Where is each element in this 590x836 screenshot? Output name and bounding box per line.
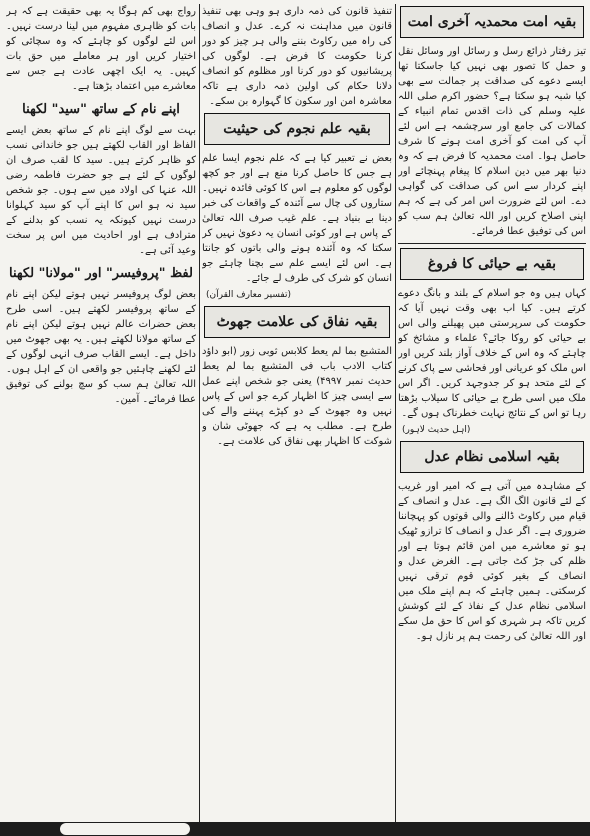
article-heading-adl: بقیہ اسلامی نظام عدل	[400, 441, 584, 473]
article-continuation: تنفیذ قانون کی ذمہ داری ہو وہی بھی تنفیذ قانون میں مداہنت نہ کرے۔ عدل و انصاف کی راہ میں رکاوٹ بننے والی ہر چیز کو دور کرنا حکومت کا فرض ہے۔ لوگوں کی پریشانیوں کو دور کرنا اور مظلوم کو انصاف دلانا حکام کی اولین ذمہ داری ہے تاکہ معاشرہ امن اور سکون کا گہوارہ بن سکے۔	[202, 6, 392, 107]
article-continuation: رواج بھی کم ہوگا یہ بھی حقیقت ہے کہ ہر بات کو ظاہری مفہوم میں لینا درست نہیں۔ اس لئے لوگوں کو چاہئے کہ وہ سچائی کو اختیار کریں اور ہر معاملے میں حق بات کہیں۔ یہ ایک اچھی عادت ہے جس سے معاشرے میں اعتماد بڑھتا ہے۔	[6, 6, 196, 92]
column-divider	[395, 4, 396, 822]
article-body-ummat: تیز رفتار ذرائع رسل و رسائل اور وسائل نقل و حمل کا تصور بھی نہیں کیا جاسکتا تھا ایسے دعوے کی صداقت پر جمالت سے بھی کیا شبہ ہو سکتا ہے؟ حضور اکرم صلی اللہ علیہ وسلم کی ذات اقدس تمام انبیاء کے کمالات کی جامع اور سرچشمہ ہے اس لئے آپ کی امت کو آخری امت ہونے کا شرف حاصل ہوا۔ امت محمدیہ کا فرض ہے کہ وہ دنیا بھر میں دین اسلام کا پیغام پہنچائے اور اپنے کردار سے اس کی صداقت کی گواہی دے۔ اس لئے ضرورت اس امر کی ہے کہ ہم اپنی اصلاح کریں اور اللہ تعالیٰ ہم سب کو اس کی توفیق عطا فرمائے۔	[398, 46, 586, 237]
article-heading-nujoom: بقیہ علم نجوم کی حیثیت	[204, 113, 390, 145]
article-citation: (اہل حدیث لاہور)	[402, 425, 471, 435]
ornament-icon	[60, 823, 190, 835]
article-heading-behayai: بقیہ بے حیائی کا فروغ	[400, 248, 584, 280]
article-body-adl: کے مشاہدہ میں آتی ہے کہ امیر اور غریب کے لئے قانون الگ الگ ہے۔ عدل و انصاف کے قیام میں رکاوٹ ڈالنے والی قوتوں کو پہچاننا ضروری ہے۔ اگر عدل و انصاف کا ترازو ٹھیک ہو تو معاشرے میں امن قائم ہوتا ہے اور ظلم کی جڑ کٹ جاتی ہے۔ الغرض عدل و انصاف کے بغیر کوئی قوم ترقی نہیں کرسکتی۔ ہمیں چاہئے کہ ہم اپنے ملک میں اسلامی نظام عدل کے نفاذ کے لئے کوشش کریں تاکہ ہر شہری کو اس کا حق مل سکے اور اللہ تعالیٰ کی رحمت ہم پر نازل ہو۔	[398, 481, 586, 642]
article-body-syed: بہت سے لوگ اپنے نام کے ساتھ بعض ایسے الفاظ اور القاب لکھتے ہیں جو خاندانی نسب کو ظاہر کرتے ہیں۔ سید کا لقب صرف ان لوگوں کے لئے ہے جو حضرت فاطمہ رضی اللہ عنہا کی اولاد میں سے ہوں۔ جو شخص سید نہ ہو اس کا اپنے آپ کو سید کہلوانا درست نہیں کیونکہ یہ نسب کو بدلنے کے مترادف ہے اور احادیث میں اس پر سخت وعید آئی ہے۔	[6, 125, 196, 256]
article-heading-ummat: بقیہ امت محمدیہ آخری امت	[400, 6, 584, 38]
divider	[398, 243, 586, 244]
column-right	[398, 4, 586, 824]
article-citation: (تفسیر معارف القرآن)	[206, 290, 291, 300]
newspaper-page	[4, 4, 586, 824]
article-heading-nifaq: بقیہ نفاق کی علامت جھوٹ	[204, 306, 390, 338]
article-body-professor: بعض لوگ پروفیسر نہیں ہوتے لیکن اپنے نام کے ساتھ پروفیسر لکھتے ہیں۔ اسی طرح بعض حضرات عالم نہیں ہوتے لیکن اپنے نام کے ساتھ مولانا لکھتے ہیں۔ یہ بھی جھوٹ میں داخل ہے۔ ایسے القاب صرف انہی لوگوں کے لئے لکھنے چاہئیں جو واقعی ان کے اہل ہوں۔ اللہ تعالیٰ ہم سب کو سچ بولنے کی توفیق عطا فرمائے۔ آمین۔	[6, 289, 196, 405]
column-left	[6, 4, 196, 824]
subheading-professor: لفظ "پروفیسر" اور "مولانا" لکھنا	[9, 266, 193, 281]
article-body-nujoom: بعض نے تعبیر کیا ہے کہ علم نجوم ایسا علم ہے جس کا حاصل کرنا منع ہے اور جو کچھ لوگوں کو معلوم ہے اس کا کوئی فائدہ نہیں۔ ستاروں کی چال سے آئندہ کے واقعات کی خبر دینا بے بنیاد ہے۔ علم غیب صرف اللہ تعالیٰ کے پاس ہے اور کوئی انسان یہ دعویٰ نہیں کر سکتا کہ وہ آئندہ ہونے والی باتوں کو جانتا ہے۔ اس لئے ایسے علم سے بچنا چاہئے جو انسان کو شرک کی طرف لے جائے۔	[202, 153, 392, 284]
article-body-nifaq: المتشبع بما لم یعط کلابس ثوبی زور (ابو داؤد کتاب الادب باب فی المتشبع بما لم یعط حدیث نمبر ۴۹۹۷) یعنی جو شخص اپنے عمل سے ایسی چیز کا اظہار کرے جو اس کے پاس نہیں وہ جھوٹ کے دو کپڑے پہننے والے کی طرح ہے۔ مطلب یہ ہے کہ جھوٹی شان و شوکت کا اظہار بھی نفاق کی علامت ہے۔	[202, 346, 392, 447]
subheading-syed: اپنے نام کے ساتھ "سید" لکھنا	[22, 102, 180, 117]
column-middle	[202, 4, 392, 824]
column-divider	[199, 4, 200, 822]
article-body-behayai: کہاں ہیں وہ جو اسلام کے بلند و بانگ دعوے کرتے ہیں۔ کیا اب بھی وقت نہیں آیا کہ حکومت کی سرپرستی میں پھیلنے والی اس بے حیائی کو روکا جائے؟ علماء و مشائخ کو چاہئے کہ وہ اس کے خلاف آواز بلند کریں اور اس ملک کو عریانی اور فحاشی سے پاک کرنے کے لئے متحد ہو کر جدوجہد کریں۔ اگر اس ملک میں اسی طرح بے حیائی کا سیلاب بڑھتا رہا تو اس کے نتائج نہایت خطرناک ہوں گے۔	[398, 288, 586, 419]
footer-ornament-strip	[0, 822, 590, 836]
